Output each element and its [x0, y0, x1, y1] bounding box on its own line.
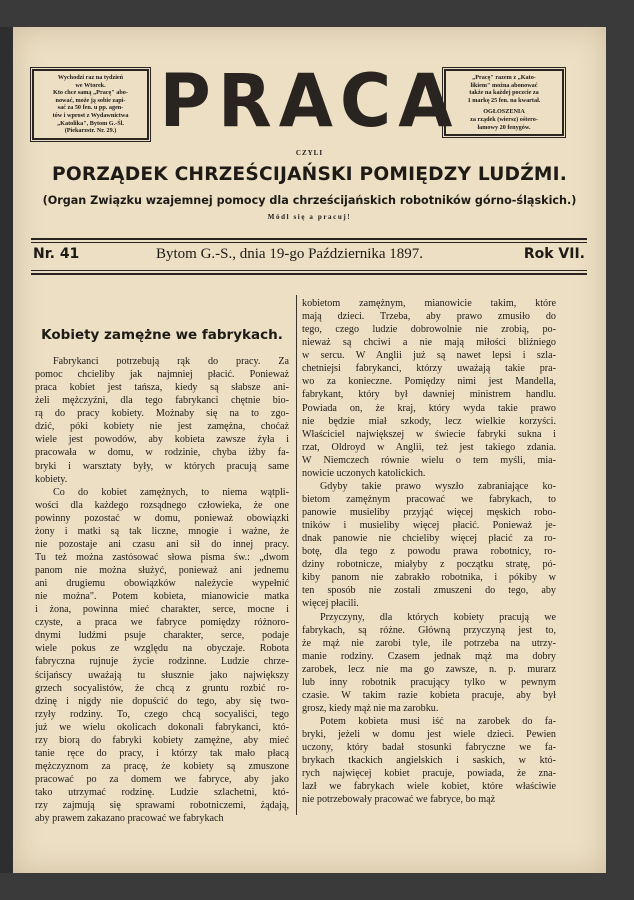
subscription-info-line: Wychodzi raz na tydzień — [57, 74, 124, 81]
scan-border — [0, 27, 13, 873]
article-body-left — [35, 355, 289, 825]
article-line: Potem kobieta musi iść na zarobek do fa- — [320, 716, 556, 727]
article-line: panowie musieliby przyjąć więcej męskich robo- — [302, 507, 556, 518]
article-line: lazł we fabrykach wiele kobiet, które właściwie — [302, 781, 556, 793]
article-line: Co do kobiet zamężnych, to niema wątpli- — [53, 486, 289, 498]
article-line: Fabrykanci potrzebują rąk do pracy. Za — [53, 356, 289, 367]
subscription-info-line: „Katolika", Bytom G.-Śl. — [57, 119, 124, 127]
issue-info-row — [31, 246, 587, 268]
article-line: więcej płacili. — [302, 598, 359, 610]
advertising-info-line: „Pracę" razem z „Kato- — [472, 74, 536, 81]
subscription-info-line: Kto chce samą „Pracę" abo- — [53, 89, 128, 97]
masthead-subtitle: PORZĄDEK CHRZEŚCIJAŃSKI POMIĘDZY LUDŹMI. — [51, 163, 568, 185]
article-line: tego, czego ludzie dobrowolnie nie zrobią, po- — [302, 324, 556, 336]
article-line: pracowała w domu, w rodzinie, chyba iżby fa- — [35, 447, 289, 459]
subscription-info-line: tów i wprost z Wydawnictwa — [52, 111, 129, 119]
masthead-organ-line: (Organ Związku wzajemnej pomocy dla chrześcijańskich robotników górno-śląskich.) — [42, 194, 577, 207]
article-line: panom nie można służyć, ponieważ ani jednemu — [35, 565, 289, 576]
article-line: nieważ są chciwi a nie mają miłości bliźniego — [302, 337, 556, 349]
article-line: Powiada on, że kraj, który wyda takie prawo — [302, 402, 556, 414]
issue-year: Rok VII. — [523, 246, 585, 262]
article-line: dziny robotnicze, miałyby z początku stratę, pó- — [302, 559, 556, 571]
article-line: fabrykach, są różne. Główną przyczyną jest to, — [302, 624, 556, 636]
header-rule-bottom — [31, 273, 587, 275]
advertising-info-line: likiem" można abonować — [470, 81, 538, 89]
advertising-rate-line: za rządek (wiersz) ośtero- — [470, 115, 538, 123]
article-line: ścijańscy uważają tu słusznie jako największy — [35, 669, 289, 681]
article-line: tanie ręce do pracy, i którzy tak mało płacą — [35, 747, 289, 759]
article-line: Tu też można zastósować słowa pisma św.: „dwom — [35, 551, 289, 563]
article-line: rzy zajmują się sprawami robotniczemi, żądają, — [35, 800, 289, 812]
header-rule-top-thin — [31, 242, 587, 243]
article-column-right — [302, 297, 556, 806]
article-line: kobietom zamężnym, mianowicie takim, które — [302, 298, 556, 309]
article-line: dnak panowie nie chcieliby więcej płacić za ro- — [302, 533, 556, 545]
article-line: nie będzie miał szkody, lecz wielkie korzyści. — [302, 415, 556, 427]
article-line: dzinę i nigdy nie dopuścić do tego, aby się two- — [35, 695, 289, 707]
advertising-info-line: 1 markę 25 fen. na kwartał. — [467, 96, 541, 104]
article-line: wiele pokus ze względu na obyczaje. Robota — [35, 643, 289, 655]
article-line: i żona, powinna mieć charakter, serce, mocne i — [35, 604, 289, 616]
article-line: nie można". Potem kobieta, mianowicie matka — [35, 591, 289, 603]
article-line: zarobek, lecz nie ma go zawsze, n. p. murarz — [302, 663, 556, 675]
article-line: nie pozostaje ani czasu ani sił do innej pracy. — [35, 538, 289, 550]
article-line: Gdyby takie prawo wyszło zabraniające ko- — [320, 480, 556, 492]
article-line: bryki i warsztaty były, w których pracują same — [35, 460, 289, 472]
header-rule-top — [31, 238, 587, 240]
article-line: bietom zamężnym pracować we fabrykach, to — [302, 493, 556, 505]
article-column-left — [35, 297, 289, 825]
newspaper-page — [13, 27, 606, 873]
article-line: Przyczyny, dla których kobiety pracują we — [320, 611, 556, 623]
article-line: grosz, kiedy mąż nie ma zarobku. — [302, 702, 439, 714]
article-line: żeli mężczyźni, dla tego fabrykanci chętnie bio- — [35, 395, 289, 407]
article-line: uczony, który badał stosunki fabryczne we fa- — [302, 742, 556, 754]
article-line: rych najwięcej kobiet pracuje, powiada, że zna- — [302, 768, 556, 780]
article-line: fabryczna rujnuje życie rodzinne. Ludzie chrze- — [35, 656, 289, 668]
article-line: mają dzieci. Trzeba, aby prawo zmusiło do — [302, 311, 556, 323]
article-line: botę, dla tego z powodu prawa robotnicy, ro- — [302, 546, 556, 558]
issue-number: Nr. 41 — [33, 246, 80, 262]
article-line: dnymi ludźmi psuje charakter, serce, podaje — [35, 630, 289, 642]
article-line: manie rodziny. Czasem jednak mąż ma dobry — [302, 650, 556, 662]
article-paragraph — [302, 480, 556, 611]
article-line: fabrykant, który był dawniej ministrem handlu. — [302, 389, 556, 401]
article-body-right — [302, 297, 556, 806]
article-line: wiele jest powodów, aby kobieta zawsze żyła i — [35, 434, 289, 446]
issue-date: Bytom G.-S., dnia 19-go Października 1897. — [156, 246, 424, 262]
article-line: praca kobiet jest tańsza, kiedy są słabsze ani- — [35, 382, 289, 394]
article-line: chetniejsi fabrykanci, którzy uważają takie pra- — [302, 363, 556, 375]
subscription-info-line: nować, może ją sobie zapi- — [55, 96, 126, 104]
article-line: tników i musieliby więcej płacić. Ponieważ je- — [302, 520, 556, 532]
article-line: nowicie uczonych katolickich. — [302, 467, 426, 479]
article-title: Kobiety zamężne we fabrykach. — [41, 327, 283, 343]
article-line: aby prawem zakazano pracować we fabrykach — [35, 813, 224, 825]
article-paragraph — [302, 611, 556, 716]
header-rule-bottom-thin — [31, 270, 587, 271]
article-line: czasie. W takim razie kobieta pracuje, aby był — [302, 689, 556, 701]
article-line: nie potrzebowały pracować we fabryce, bo mąż — [302, 794, 496, 806]
article-line: pomoc chcieliby jak najmniej płacić. Ponieważ — [35, 369, 289, 381]
article-line: wości dla każdego rozsądnego człowieka, że one — [35, 499, 289, 511]
subscription-info-line: (Piekarzstr. Nr. 29.) — [64, 127, 117, 135]
article-line: powinny pozostać w domu, ponieważ obowiązki — [35, 512, 289, 524]
article-line: bryki, jeżeli w domu jest wiele dzieci. Pewien — [302, 729, 556, 741]
article-line: lub inny robotnik pracujący tylko w pewnym — [302, 676, 556, 688]
masthead-title: PRACA — [159, 57, 460, 145]
article-paragraph — [302, 297, 556, 480]
article-line: grzech socyalistów, że chcą z gruntu rozbić ro- — [35, 682, 289, 694]
article-line: już we wielu okolicach dokonali fabrykanci, któ- — [35, 721, 289, 733]
article-line: żony i matki są tak liczne, mnogie i ważne, że — [35, 525, 289, 537]
article-line: rzyły rodziny. To, czego chcą socyaliści, tego — [35, 708, 289, 720]
article-line: że mąż nie zarobi tyle, ile potrzeba na utrzy- — [302, 637, 556, 649]
subscription-info-line: sać za 50 fen. u pp. agen- — [57, 104, 124, 112]
advertising-info-line: także na każdej poczcie za — [469, 89, 539, 97]
article-line: tako utrzymać rodzinę. Ludzie szlachetni, któ- — [35, 787, 289, 799]
article-line: W Niemczech równie wielu o tem myśli, mia- — [302, 454, 556, 466]
article-paragraph — [302, 715, 556, 806]
article-line: rzy biorą do fabryki kobiety zamężne, aby mieć — [35, 734, 289, 746]
article-line: pracować po za domem we fabryce, aby jako — [35, 774, 289, 785]
article-line: czyste, a praca we fabryce pomiędzy różnoro- — [35, 617, 289, 629]
article-line: ten sposób nie zostali zmuszeni do tego, aby — [302, 585, 556, 597]
masthead-motto: Módl się a pracuj! — [267, 213, 352, 221]
article-line: rzat, Oldroyd w Anglii, też jest takiego zdania. — [302, 441, 556, 453]
article-line: ani drugiemu obowiązków należycie wypełnić — [35, 578, 289, 590]
article-line: kiby panom nie zabrakło robotnika, i pókiby w — [302, 572, 556, 584]
advertising-rate-line: OGŁOSZENIA — [483, 108, 525, 116]
article-paragraph — [35, 486, 289, 826]
article-line: wo za konieczne. Pomiędzy nimi jest Mandella, — [302, 376, 556, 388]
article-line: kobiety. — [35, 473, 68, 485]
column-divider — [296, 295, 297, 815]
article-line: w sercu. W Anglii już są nawet lepsi i szla- — [302, 350, 556, 362]
article-paragraph — [35, 355, 289, 486]
advertising-rate-line: łamowy 20 fenygów. — [477, 123, 531, 131]
article-line: dzić, póki kobiety nie jest zamężna, choćaż — [35, 421, 289, 433]
article-line: brykach tkackich angielskich i saskich, w któ- — [302, 755, 556, 767]
masthead-czyli: CZYLI — [295, 149, 324, 157]
article-line: mężczyznom za pracę, że kobiety są zmuszone — [35, 760, 289, 772]
article-line: rą do pracy kobiety. Możnaby się na to zgo- — [35, 408, 289, 420]
subscription-info-line: we Wtorek. — [75, 81, 106, 89]
article-line: Właściciel największej w świecie fabryki sukna i — [302, 428, 556, 440]
